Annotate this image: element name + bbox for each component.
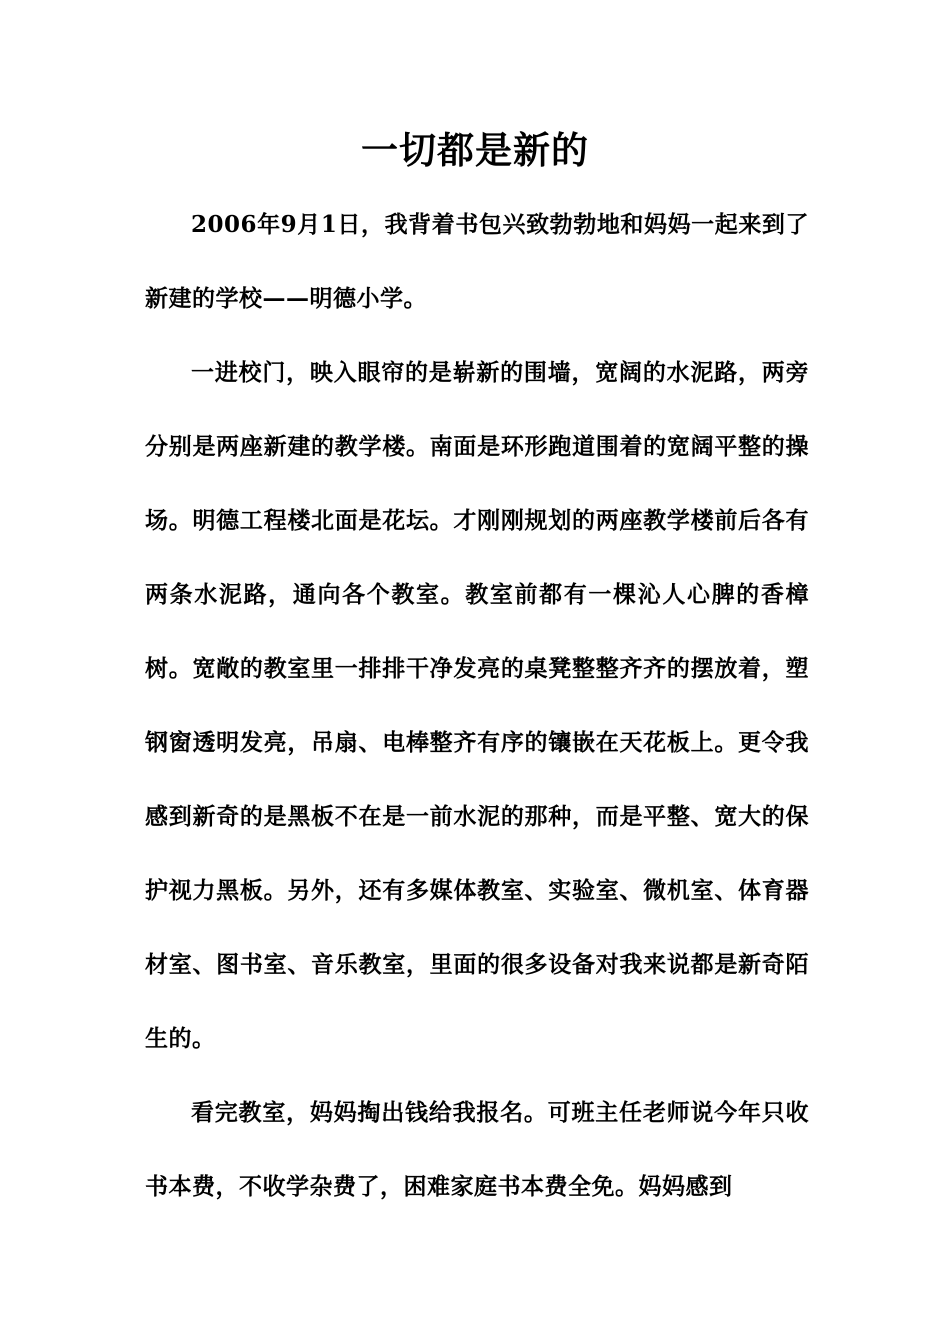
document-body <box>145 188 809 1224</box>
document-title: 一切都是新的 <box>361 128 589 172</box>
paragraph-3: 看完教室，妈妈掏出钱给我报名。可班主任老师说今年只收书本费，不收学杂费了，困难家庭书本费全免。妈妈感到 <box>145 1099 809 1200</box>
paragraph-1: 2006年9月1日，我背着书包兴致勃勃地和妈妈一起来到了新建的学校——明德小学。 <box>145 211 809 312</box>
paragraph-2: 一进校门，映入眼帘的是崭新的围墙，宽阔的水泥路，两旁分别是两座新建的教学楼。南面是环形跑道围着的宽阔平整的操场。明德工程楼北面是花坛。才刚刚规划的两座教学楼前后各有两条水泥路，通向各个教室。教室前都有一棵沁人心脾的香樟树。宽敞的教室里一排排干净发亮的桌凳整整齐齐的摆放着，塑钢窗透明发亮，吊扇、电棒整齐有序的镶嵌在天花板上。更令我感到新奇的是黑板不在是一前水泥的那种，而是平整、宽大的保护视力黑板。另外，还有多媒体教室、实验室、微机室、体育器材室、图书室、音乐教室，里面的很多设备对我来说都是新奇陌生的。 <box>145 359 809 1052</box>
